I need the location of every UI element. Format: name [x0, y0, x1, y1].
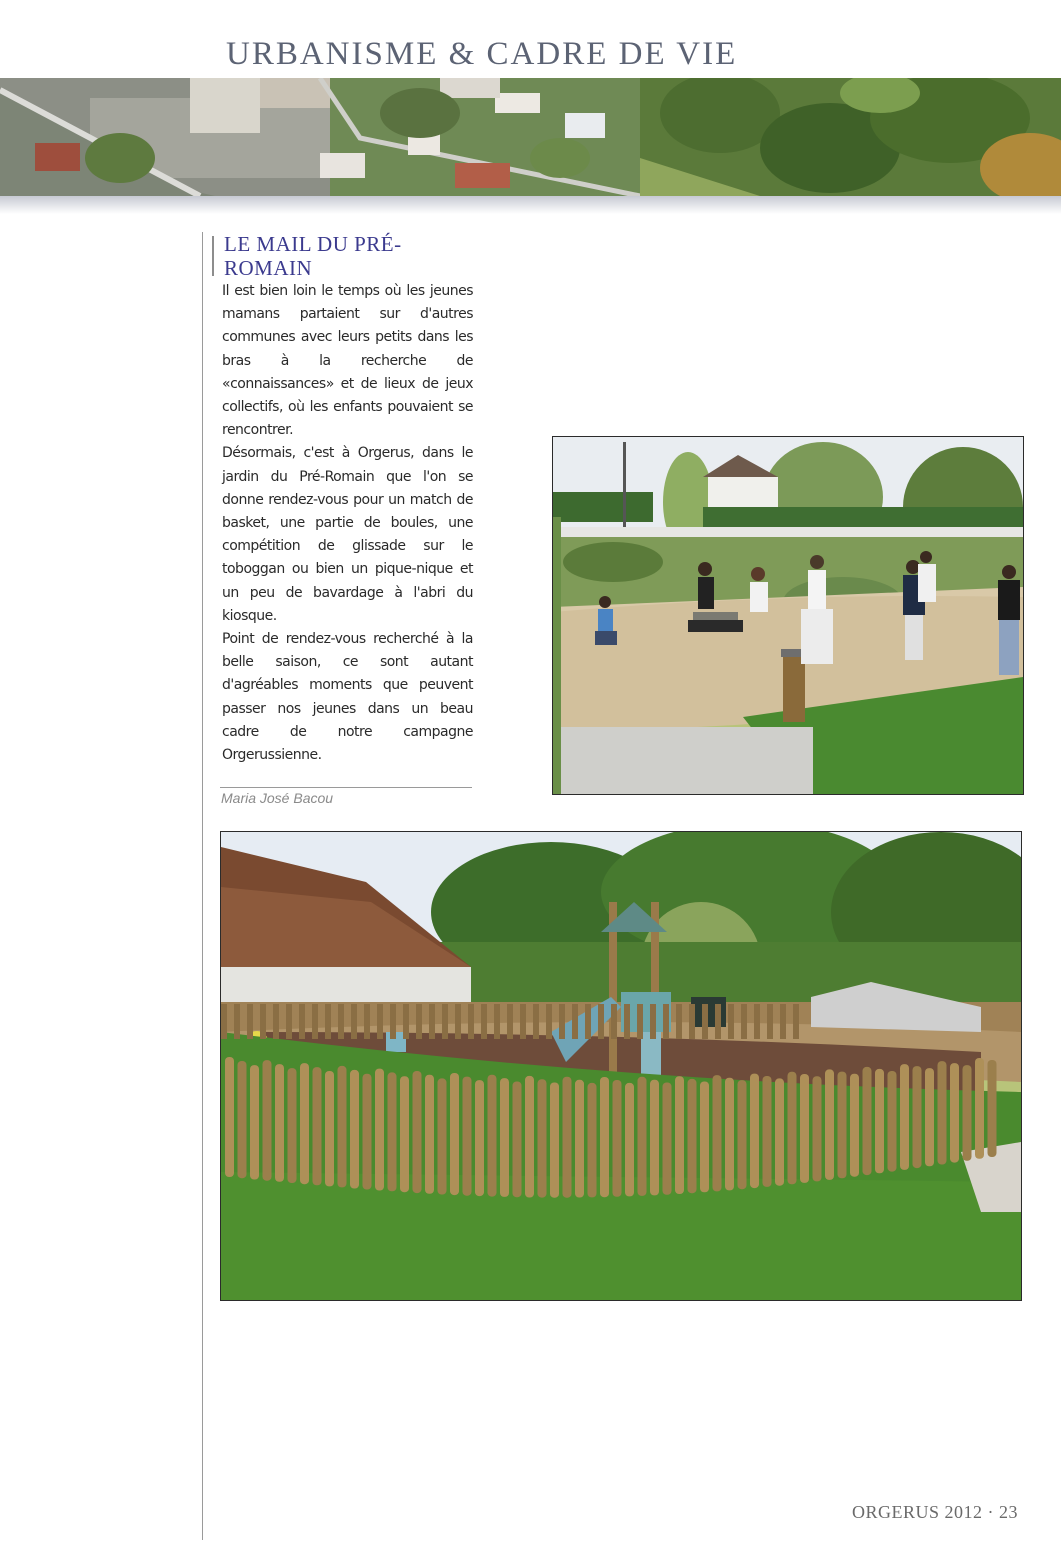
signature-divider [220, 787, 472, 788]
title-accent-bar [212, 236, 214, 276]
article-paragraph: Point de rendez-vous recherché à la belle saison, ce sont autant d'agréables moments que peuvent passer nos jeunes dans un beau cadre de notre campagne Orgerussienne. [222, 631, 473, 764]
author-signature: Maria José Bacou [221, 790, 334, 806]
article-paragraph: Il est bien loin le temps où les jeunes mamans partaient sur d'autres communes avec leurs petits dans les bras à la recherche de «connaissances» et de lieux de jeux collectifs, où les enfants pouvaient se rencontrer. [222, 283, 473, 439]
article-paragraph: Désormais, c'est à Orgerus, dans le jardin du Pré-Romain que l'on se donne rendez-vous pour un match de basket, une partie de boules, une compétition de glissade sur le toboggan ou bien un pique-nique et un peu de bavardage à l'abri du kiosque. [222, 445, 473, 624]
section-title: URBANISME & CADRE DE VIE [226, 36, 738, 72]
column-divider [202, 232, 203, 1540]
wooden-fence [221, 832, 1021, 1300]
banner-shadow [0, 196, 1061, 214]
article-title: LE MAIL DU PRÉ-ROMAIN [224, 232, 402, 280]
playground-photo [220, 831, 1022, 1301]
page-footer: ORGERUS 2012 · 23 [852, 1502, 1019, 1522]
garden-photo [552, 436, 1024, 795]
aerial-banner-image [0, 78, 1061, 196]
article-body [222, 280, 473, 767]
